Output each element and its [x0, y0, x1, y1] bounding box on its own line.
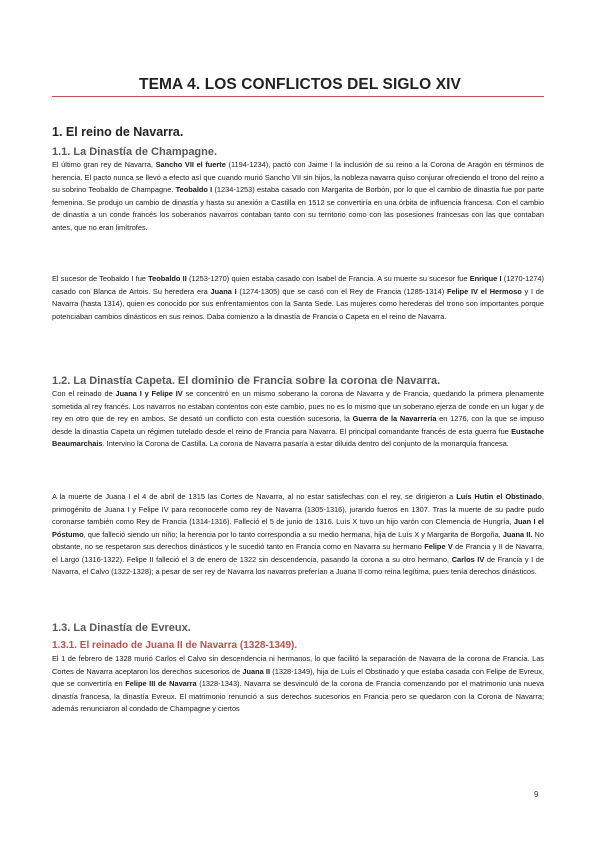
text-run: se concentró en un mismo soberano la corona de Navarra y de Francia, quedando la primera plenamente sometida al rey francés. Los navarros no estaban contentos con este cambio, pues no es lo mismo que un soberano ejerza de conde en un lugar y de rey en otro que de rey en ambos. Se desató un conflicto con esta cuestión sucesoria, la — [52, 389, 544, 424]
paragraph-4 — [52, 491, 544, 579]
text-run: El sucesor de Teobaldo I fue — [52, 274, 149, 283]
bold-run: Teobaldo I — [175, 185, 213, 195]
text-run: (1234-1253) estaba casado con Margarita de Borbón, por lo que el cambio de dinastía fue por parte femenina. Se produjo un cambio de dinastía y hasta su anexión a Castilla en 1512 se convertiría en una órbita de influencia francesa. Con el cambio de dinastía a un conde francés los soberanos navarros contaban tanto con su territorio como con las posesiones francesas con las que contaban antes, que no eran limítrofes. — [52, 185, 545, 232]
paragraph-5 — [52, 653, 544, 716]
bold-run: Enrique I — [469, 274, 502, 283]
text-run: de Francia y II de Navarra, el Largo (1316-1322). Felipe II falleció el 3 de enero de 1322 sin descendencia, pasando la corona a su otro hermano, — [52, 542, 545, 564]
bold-run: Juana I — [210, 286, 237, 296]
bold-run: Juana II — [242, 666, 271, 676]
paragraph-3 — [52, 388, 544, 451]
section-heading-1-1: 1.1. La Dinastía de Champagne. — [52, 146, 218, 158]
text-run: No obstante, no se respetaron sus derechos dinásticos y le sucedió tanto en Francia como en Navarra su hermano — [52, 529, 544, 552]
text-run: A la muerte de Juana I el 4 de abril de 1315 las Cortes de Navarra, al no estar satisfechas con el rey, se dirigieron a — [52, 492, 457, 501]
section-heading-1-3-1: 1.3.1. El reinado de Juana II de Navarra (1328-1349). — [52, 640, 298, 651]
bold-run: Teobaldo II — [148, 274, 187, 283]
bold-run: Carlos IV — [451, 554, 485, 564]
section-heading-1-2: 1.2. La Dinastía Capeta. El dominio de Francia sobre la corona de Navarra. — [52, 375, 441, 387]
text-run: (1270-1274) casado con Blanca de Artois. Su heredera era — [52, 274, 544, 296]
text-run: de Francia y I de Navarra, el Calvo (1322-1328); a pesar de ser rey de Navarra los navarros preferían a Juana II como reina legítima, pues tenía derechos dinásticos. — [52, 554, 544, 577]
text-run: en 1276, con la que se impuso desde la dinastía Capeta un régimen tutelado desde el reino de Francia para Navarra. El principal comandante francés de esta guerra fue — [52, 414, 545, 436]
paragraph-2 — [52, 273, 544, 323]
text-run: El 1 de febrero de 1328 murió Carlos el Calvo sin descendencia ni hermanos, lo que facilitó la separación de Navarra de la corona de Francia. Las Cortes de Navarra aceptaron los derechos sucesorios de — [52, 654, 544, 676]
bold-run: Guerra de la Navarrería — [352, 414, 437, 424]
text-run: (1274-1305) que se casó con el Rey de Francia (1285-1314) — [236, 286, 447, 296]
text-run: , que falleció siendo un niño; la herencia por lo tanto correspondía a su medio hermana, hija de Luís X y Margarita de Borgoña, — [83, 529, 503, 539]
section-heading-1: 1. El reino de Navarra. — [52, 125, 184, 139]
title-underline — [52, 96, 544, 97]
bold-run: Sancho VII el fuerte — [155, 160, 226, 169]
text-run: (1253-1270) quien estaba casado con Isabel de Francia. A su muerte su sucesor fue — [186, 274, 470, 283]
bold-run: Juana II. — [502, 529, 533, 539]
bold-run: Luís Hutin el Obstinado — [456, 492, 542, 501]
bold-run: Juan I el Póstumo — [52, 517, 544, 539]
text-run: y I de Navarra (hasta 1314), quien es conocido por sus enfrentamientos con la Santa Sede. Las mujeres como herederas del trono son importantes porque potenciaban cambios dinásticos en sus reinos. Daba comienzo a la dinastía de Francia o Capeta en el reino de Navarra. — [52, 286, 544, 321]
text-run: Con el reinado de — [52, 389, 116, 398]
paragraph-1 — [52, 159, 544, 234]
text-run: (1194-1234), pactó con Jaime I la inclusión de su reino a la Corona de Aragón en términos de herencia. El pacto nunca se llevó a efecto así que cuando murió Sancho VII sin hijos, la nobleza navarra quiso conjurar ofreciendo el trono del reino a su sobrino Teobaldo de Champagne. — [52, 160, 544, 195]
text-run: El último gran rey de Navarra, — [52, 160, 156, 169]
text-run: , primogénito de Juana I y Felipe IV para reconocerle como rey de Navarra (1305-1316), jurando fueros en 1307. Tras la muerte de su padre pudo coronarse también como Rey de Francia (1314-1316). Falleció el 5 de junio de 1316. Luís X tuvo un hijo varón con Clemencia de Hungría, — [52, 492, 544, 527]
bold-run: Felipe IV el Hermoso — [446, 286, 522, 296]
bold-run: Juana I y Felipe IV — [115, 389, 183, 398]
document-title: TEMA 4. LOS CONFLICTOS DEL SIGLO XIV — [139, 76, 461, 93]
text-run: (1328-1343). Navarra se desvinculó de la corona de Francia comenzando por el matrimonio una nueva dinastía francesa, la dinastía Evreux. El matrimonio renunció a sus derechos sucesorios en Francia pero se quedaron con la Corona de Navarra; además renunciaron al condado de Champagne y ciertos — [52, 679, 544, 714]
bold-run: Felipe V — [424, 542, 453, 552]
text-run: (1328-1349), hija de Luís el Obstinado y que estaba casada con Felipe de Evreux, que se convertiría en — [52, 666, 544, 689]
page-number: 9 — [534, 790, 539, 799]
bold-run: Felipe III de Navarra — [125, 679, 197, 689]
section-heading-1-3: 1.3. La Dinastía de Evreux. — [52, 622, 191, 634]
text-run: . Intervino la Corona de Castilla. La corona de Navarra pasaría a estar diluida dentro del conjunto de la monarquía francesa. — [102, 439, 509, 449]
bold-run: Eustache Beaumarchais — [52, 426, 544, 449]
